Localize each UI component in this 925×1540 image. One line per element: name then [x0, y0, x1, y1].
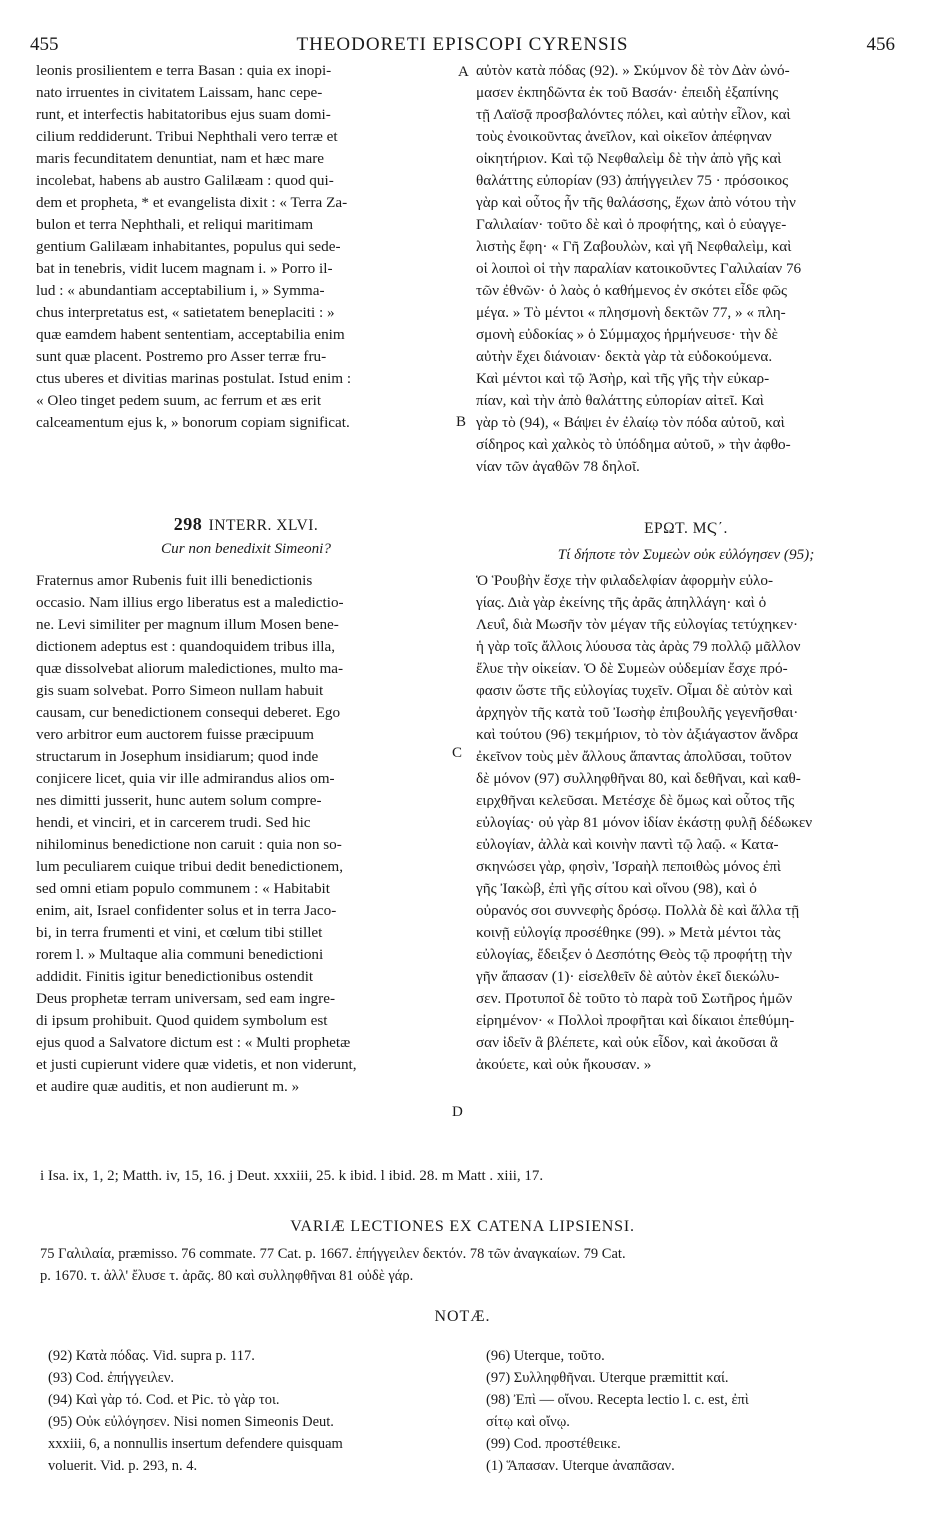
nota-line: σίτῳ καὶ οἴνῳ. — [486, 1414, 570, 1430]
latin-text-line: bat in tenebris, vidit lucem magnam i. » Porro il- — [36, 260, 333, 277]
latin-interrogatio: INTERR. XLVI. — [208, 517, 319, 534]
latin-text-line: runt, et interfectis habitatoribus ejus suam domi- — [36, 106, 331, 123]
latin-text-line: incolebat, habens ab austro Galilæam : quod qui- — [36, 172, 334, 189]
latin-text-line: lud : « abundantiam acceptabilium i, » Symma- — [36, 282, 325, 299]
greek-column-bottom — [476, 570, 896, 1076]
greek-text-line: ἐκεῖνον τοὺς μὲν ἄλλους ἅπαντας ἀπολῦσαι, τοῦτον — [476, 748, 792, 765]
latin-text-line: nihilominus benedictione non caruit : quia non so- — [36, 836, 342, 853]
nota-line: (96) Uterque, τοῦτο. — [486, 1348, 605, 1364]
latin-text-line: sunt quæ placent. Postremo pro Asser terræ fru- — [36, 348, 327, 365]
latin-text-line: et audire quæ auditis, et non audierunt m. » — [36, 1078, 300, 1095]
nota-line: voluerit. Vid. p. 293, n. 4. — [48, 1458, 198, 1474]
nota-line: (98) Ἐπὶ — οἴνου. Recepta lectio l. c. est, ἐπὶ — [486, 1392, 749, 1408]
greek-text-line: γῆν ἅπασαν (1)· εἰσελθεῖν δὲ αὐτὸν ἐκεῖ διεκώλυ- — [476, 968, 780, 985]
page-number-right: 456 — [866, 34, 895, 55]
latin-text-line: vero arbitror eum auctorem fuisse præcipuum — [36, 726, 314, 743]
margin-marker-b: B — [456, 414, 467, 430]
nota-line: xxxiii, 6, a nonnullis insertum defendere quisquam — [48, 1436, 343, 1452]
greek-text-line: μασεν ἐκπηδῶντα ἐκ τοῦ Βασάν· ἐπειδὴ ἐξαπίνης — [476, 84, 779, 101]
nota-line: (97) Συλληφθῆναι. Uterque præmittit καί. — [486, 1370, 729, 1386]
latin-text-line: Deus prophetæ terram universam, sed eam ingre- — [36, 990, 336, 1007]
greek-text-line: ἔλυε τὴν οἰκείαν. Ὁ δὲ Συμεὼν οὐδεμίαν ἔσχε πρό- — [476, 660, 788, 677]
greek-text-line: σμονὴ εὐδοκίας » ὁ Σύμμαχος ἡρμήνευσε· τὴν δὲ — [476, 326, 778, 343]
nota-line: (95) Οὐκ εὐλόγησεν. Nisi nomen Simeonis Deut. — [48, 1414, 334, 1430]
greek-text-line: εὐλογίαν, ἀλλὰ καὶ κοινὴν παντὶ τῷ λαῷ. « Κατα- — [476, 836, 779, 853]
latin-text-line: calceamentum ejus k, » bonorum copiam significat. — [36, 414, 350, 431]
latin-text-line: nato irruentes in civitatem Laissam, hanc cepe- — [36, 84, 323, 101]
nota-line: (92) Κατὰ πόδας. Vid. supra p. 117. — [48, 1348, 255, 1364]
latin-text-line: gentium Galilæam inhabitantes, populus qui sede- — [36, 238, 341, 255]
margin-marker-c: C — [452, 745, 463, 761]
section-number: 298 — [173, 514, 203, 534]
greek-text-line: τοὺς ἐνοικοῦντας ἀνεῖλον, καὶ οἰκεῖον ἀπέφηναν — [476, 128, 772, 145]
greek-text-line: Λευΐ, διὰ Μωσῆν τὸν μέγαν τῆς εὐλογίας τετύχηκεν· — [476, 616, 799, 633]
greek-text-line: σίδηρος καὶ χαλκὸς τὸ ὑπόδημα αὐτοῦ, » τὴν ἀφθο- — [476, 436, 791, 453]
margin-marker-d: D — [452, 1104, 463, 1120]
latin-text-line: quæ eamdem habent sententiam, acceptabilia enim — [36, 326, 345, 343]
greek-text-line: γῆς Ἰακὼβ, ἐπὶ γῆς σίτου καὶ οἴνου (98), καὶ ὁ — [476, 880, 757, 897]
greek-text-line: λιστὴς ἔφη· « Γῆ Ζαβουλὼν, καὶ γῆ Νεφθαλεὶμ, καὶ — [476, 238, 792, 255]
greek-text-line: αὐτὸν κατὰ πόδας (92). » Σκύμνον δὲ τὸν Δὰν ὠνό- — [476, 62, 790, 79]
variae-line-1: 75 Γαλιλαία, præmisso. 76 commate. 77 Cat. p. 1667. ἐπήγγειλεν δεκτόν. 78 τῶν ἀναγκαίων. 79 Cat. — [40, 1246, 626, 1262]
greek-text-line: εὐλογίας, ἔδειξεν ὁ Δεσπότης Θεὸς τῷ προφήτῃ τὴν — [476, 946, 792, 963]
greek-text-line: νίαν τῶν ἀγαθῶν 78 δηλοῖ. — [476, 458, 640, 475]
greek-text-line: Ὁ Ῥουβὴν ἔσχε τὴν φιλαδελφίαν ἀφορμὴν εὐλο- — [476, 572, 774, 589]
greek-section-title: ΕΡΩΤ. ΜϚ΄. — [644, 520, 728, 537]
greek-text-line: φασιν ὥστε τῆς εὐλογίας τυχεῖν. Οἶμαι δὲ αὐτὸν καὶ — [476, 682, 793, 699]
latin-section-title — [36, 514, 456, 535]
latin-text-line: gis suam solvebat. Porro Simeon nullam habuit — [36, 682, 324, 699]
margin-marker-a: A — [458, 64, 469, 80]
latin-text-line: structarum in Josephum insidiarum; quod inde — [36, 748, 319, 765]
nota-line: (99) Cod. προστέθεικε. — [486, 1436, 621, 1452]
greek-text-line: γίας. Διὰ γὰρ ἐκείνης τῆς ἀρᾶς ἀπηλλάγη· καὶ ὁ — [476, 594, 767, 611]
latin-text-line: ctus uberes et divitias marinas postulat. Istud enim : — [36, 370, 352, 387]
greek-text-line: τῇ Λαϊσᾷ προσβαλόντες πόλει, καὶ αὐτὴν εἷλον, καὶ — [476, 106, 791, 123]
nota-line: (94) Καὶ γὰρ τό. Cod. et Pic. τὸ γὰρ τοι. — [48, 1392, 280, 1408]
greek-text-line: οὐρανός σοι συννεφὴς δρόσῳ. Πολλὰ δὲ καὶ ἄλλα τῇ — [476, 902, 800, 919]
greek-text-line: ἀκούετε, καὶ οὐκ ἤκουσαν. » — [476, 1056, 652, 1073]
latin-text-line: bulon et terra Nephthali, et reliqui maritimam — [36, 216, 314, 233]
latin-text-line: « Oleo tinget pedem suum, ac ferrum et æs erit — [36, 392, 322, 409]
nota-line: (1) Ἅπασαν. Uterque ἀναπᾶσαν. — [486, 1458, 675, 1474]
latin-text-line: bi, in terra frumenti et vini, et cœlum tibi stillet — [36, 924, 323, 941]
greek-text-line: σεν. Προτυποῖ δὲ τοῦτο τὸ παρὰ τοῦ Σωτῆρος ἡμῶν — [476, 990, 793, 1007]
greek-text-line: αὐτὴν ἔχει διάνοιαν· δεκτὰ γὰρ τὰ εὐδοκούμενα. — [476, 348, 773, 365]
greek-text-line: εἰρημένον· « Πολλοὶ προφῆται καὶ δίκαιοι ἐπεθύμη- — [476, 1012, 795, 1029]
greek-text-line: οἰκητήριον. Καὶ τῷ Νεφθαλεὶμ δὲ τὴν ἀπὸ γῆς καὶ — [476, 150, 782, 167]
latin-text-line: di ipsum prohibuit. Quod quidem symbolum est — [36, 1012, 328, 1029]
latin-text-line: conjicere licet, quia vir ille admirandus alios om- — [36, 770, 335, 787]
running-title: THEODORETI EPISCOPI CYRENSIS — [296, 34, 629, 55]
greek-text-line: ἡ γὰρ τοῖς ἄλλοις λύουσα τὰς ἀρὰς 79 πολλῷ μᾶλλον — [476, 638, 801, 655]
greek-text-line: τῶν ἐθνῶν· ὁ λαὸς ὁ καθήμενος ἐν σκότει εἶδε φῶς — [476, 282, 788, 299]
latin-text-line: sed omni etiam populo communem : « Habitabit — [36, 880, 330, 897]
greek-text-line: οἱ λοιποὶ οἱ τὴν παραλίαν κατοικοῦντες Γαλιλαίαν 76 — [476, 260, 802, 277]
greek-text-line: Καὶ μέντοι καὶ τῷ Ἀσὴρ, καὶ τῆς γῆς τὴν εὐκαρ- — [476, 370, 770, 387]
latin-text-line: Fraternus amor Rubenis fuit illi benedictionis — [36, 572, 313, 589]
latin-text-line: cilium reddiderunt. Tribui Nephthali vero terræ et — [36, 128, 338, 145]
latin-text-line: enim, ait, Israel confidenter solus et in terra Jaco- — [36, 902, 337, 919]
latin-section-subtitle: Cur non benedixit Simeoni? — [161, 540, 331, 557]
greek-text-line: θαλάττης εὐπορίαν (93) ἀπήγγειλεν 75 · πρόσοικος — [476, 172, 789, 189]
greek-column-top — [476, 60, 896, 478]
latin-column-bottom — [36, 570, 456, 1098]
latin-text-line: maris fecunditatem denuntiat, nam et hæc mare — [36, 150, 325, 167]
latin-text-line: quæ dissolvebat aliorum maledictiones, multo ma- — [36, 660, 344, 677]
greek-text-line: γὰρ καὶ οὗτος ἦν τῆς θαλάσσης, ἔχων ἀπὸ νότου τὴν — [476, 194, 796, 211]
latin-text-line: leonis prosilientem e terra Basan : quia ex inopi- — [36, 62, 332, 79]
page-number-left: 455 — [30, 34, 59, 55]
variae-lectiones-heading: VARIÆ LECTIONES EX CATENA LIPSIENSI. — [290, 1218, 635, 1235]
greek-text-line: καὶ τούτου (96) τεκμήριον, τὸ τὸν ἀξιάγαστον ἄνδρα — [476, 726, 798, 743]
latin-text-line: dictionem adeptus est : quandoquidem tribus illa, — [36, 638, 336, 655]
greek-text-line: ειρχθῆναι κελεῦσαι. Μετέσχε δὲ ὅμως καὶ οὗτος τῆς — [476, 792, 795, 809]
latin-text-line: ejus quod a Salvatore dictum est : « Multi prophetæ — [36, 1034, 351, 1051]
greek-text-line: γὰρ τὸ (94), « Βάψει ἐν ἐλαίῳ τὸν πόδα αὐτοῦ, καὶ — [476, 414, 785, 431]
latin-text-line: causam, cur benedictionem consequi deberet. Ego — [36, 704, 341, 721]
notae-heading: NOTÆ. — [434, 1308, 491, 1325]
greek-text-line: δὲ μόνον (97) συλληφθῆναι 80, καὶ δεθῆναι, καὶ καθ- — [476, 770, 801, 787]
latin-text-line: et justi cupierunt videre quæ videtis, et non viderunt, — [36, 1056, 357, 1073]
latin-text-line: addidit. Finitis igitur benedictionibus ostendit — [36, 968, 314, 985]
latin-text-line: nes dimitti jusserit, hunc autem solum compre- — [36, 792, 322, 809]
nota-line: (93) Cod. ἐπήγγειλεν. — [48, 1370, 175, 1386]
latin-text-line: rorem l. » Multaque alia communi benedictioni — [36, 946, 324, 963]
latin-text-line: chus interpretatus est, « satietatem beneplaciti : » — [36, 304, 335, 321]
greek-text-line: σκηνώσει γὰρ, φησὶν, Ἰσραὴλ πεποιθὼς μόνος ἐπὶ — [476, 858, 781, 875]
latin-text-line: hendi, et vinciri, et in carcerem trudi. Sed hic — [36, 814, 311, 831]
greek-text-line: μέγα. » Τὸ μέντοι « πλησμονὴ δεκτῶν 77, » « πλη- — [476, 304, 786, 321]
greek-section-subtitle: Τί δήποτε τὸν Συμεὼν οὐκ εὐλόγησεν (95); — [557, 546, 815, 563]
scripture-footnotes: i Isa. ix, 1, 2; Matth. iv, 15, 16. j Deut. xxxiii, 25. k ibid. l ibid. 28. m Matt . xiii, 17. — [40, 1168, 544, 1184]
greek-text-line: εὐλογίας· οὐ γὰρ 81 μόνον ἰδίαν ἑκάστῃ φυλῇ δέδωκεν — [476, 814, 813, 831]
greek-text-line: πίαν, καὶ τὴν ἀπὸ θαλάττης εὐπορίαν αἰτεῖ. Καὶ — [476, 392, 764, 409]
greek-text-line: κοινῇ εὐλογίᾳ προσέθηκε (99). » Μετὰ μέντοι τὰς — [476, 924, 781, 941]
latin-text-line: ne. Levi similiter per magnum illum Mosen bene- — [36, 616, 339, 633]
greek-text-line: ἀρχηγὸν τῆς κατὰ τοῦ Ἰωσὴφ ἐπιβουλῆς γεγενῆσθαι· — [476, 704, 799, 721]
latin-column-top — [36, 60, 456, 434]
greek-text-line: σαν ἰδεῖν ἃ βλέπετε, καὶ οὐκ εἶδον, καὶ ἀκοῦσαι ἃ — [476, 1034, 778, 1051]
greek-text-line: Γαλιλαίαν· τοῦτο δὲ καὶ ὁ προφήτης, καὶ ὁ εὐαγγε- — [476, 216, 787, 233]
latin-text-line: lum peculiarem cuique tribui dedit benedictionem, — [36, 858, 344, 875]
latin-text-line: occasio. Nam illius ergo liberatus est a maledictio- — [36, 594, 344, 611]
latin-text-line: dem et propheta, * et evangelista dixit : « Terra Za- — [36, 194, 348, 211]
running-header — [30, 34, 895, 56]
variae-line-2: p. 1670. τ. ἀλλ' ἔλυσε τ. ἀρᾶς. 80 καὶ συλληφθῆναι 81 οὐδὲ γάρ. — [40, 1268, 414, 1284]
